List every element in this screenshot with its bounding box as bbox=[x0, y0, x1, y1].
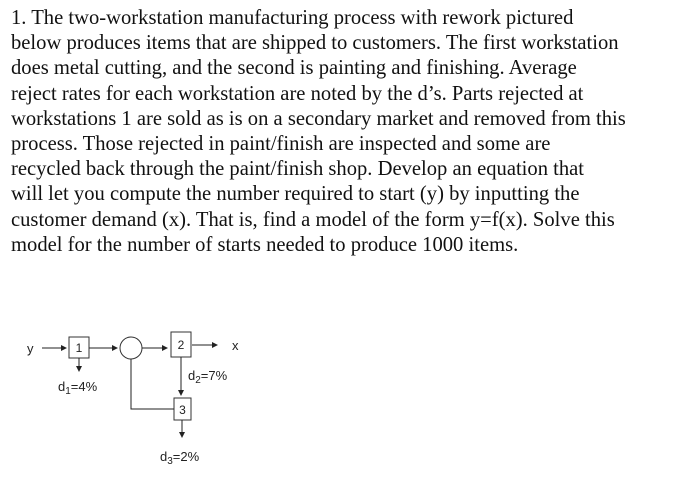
problem-line: model for the number of starts needed to produce 1000 items. bbox=[11, 233, 519, 256]
problem-line: 1. The two-workstation manufacturing process with rework pictured bbox=[11, 7, 574, 29]
problem-line: below produces items that are shipped to customers. The first workstation bbox=[11, 32, 619, 55]
problem-line: process. Those rejected in paint/finish are inspected and some are bbox=[11, 133, 551, 156]
problem-line: reject rates for each workstation are noted by the d’s. Parts rejected at bbox=[11, 82, 584, 105]
reject-rate-d2: $d_2=7\%$ bbox=[188, 368, 228, 386]
merge-node bbox=[120, 337, 142, 359]
problem-line: workstations 1 are sold as is on a secondary market and removed from this bbox=[11, 107, 626, 130]
reject-rate-d3: $d_3=2\%$ bbox=[160, 449, 200, 467]
problem-line: customer demand (x). That is, find a model of the form y=f(x). Solve this bbox=[11, 208, 615, 231]
workstation-1-label: 1 bbox=[75, 341, 83, 355]
workstation-2-label: 2 bbox=[177, 338, 185, 352]
problem-line: does metal cutting, and the second is painting and finishing. Average bbox=[11, 57, 577, 80]
input-label-y: y bbox=[27, 341, 34, 356]
problem-line: recycled back through the paint/finish shop. Develop an equation that bbox=[11, 158, 585, 181]
rework-loop bbox=[131, 359, 174, 409]
reject-rate-d1: $d_1=4\%$ bbox=[58, 379, 98, 397]
output-label-x: x bbox=[232, 338, 239, 353]
workstation-3-label: 3 bbox=[179, 403, 186, 417]
problem-line: will let you compute the number required to start (y) by inputting the bbox=[11, 183, 580, 206]
